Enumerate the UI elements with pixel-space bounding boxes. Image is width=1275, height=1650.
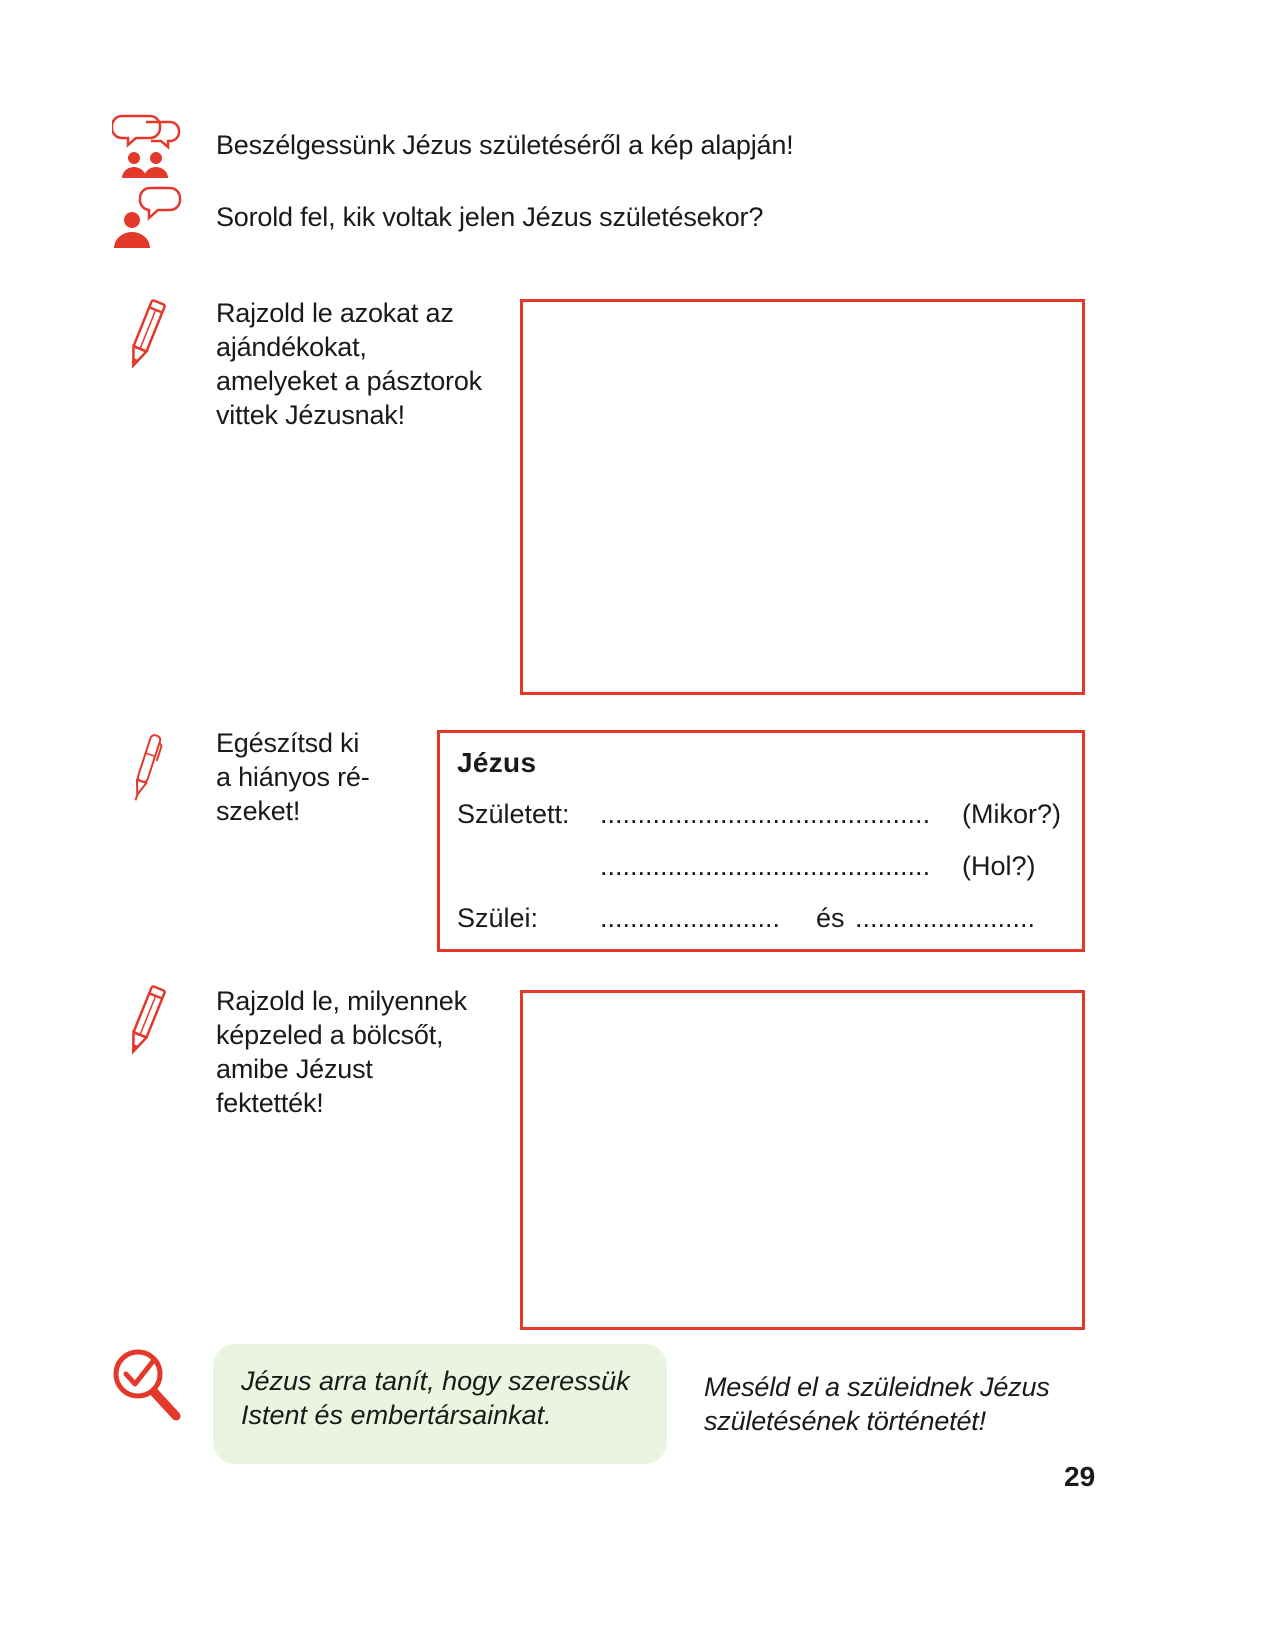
fill-in-box — [437, 730, 1085, 952]
and-word: és — [816, 903, 845, 933]
when-hint: (Mikor?) — [962, 799, 1061, 829]
gifts-drawing-box[interactable] — [520, 299, 1085, 695]
when-blank[interactable]: ............................................ — [600, 799, 931, 829]
born-label: Született: — [457, 799, 570, 829]
magnifier-check-icon — [110, 1346, 182, 1422]
task-complete-text: Egészítsd ki a hiányos ré- szeket! — [216, 728, 370, 826]
pencil-icon — [124, 984, 168, 1056]
pencil-icon — [124, 298, 168, 370]
parent2-blank[interactable]: ........................ — [855, 903, 1036, 933]
parent1-blank[interactable]: ........................ — [600, 903, 781, 933]
task-draw-gifts-text: Rajzold le azokat az ajándékokat, amelyeket a pásztorok vittek Jézusnak! — [216, 298, 482, 430]
page-number: 29 — [1064, 1461, 1096, 1492]
discussion-group-icon — [112, 112, 182, 182]
pen-icon — [128, 732, 164, 804]
fill-in-title: Jézus — [457, 747, 537, 778]
cradle-drawing-box[interactable] — [520, 990, 1085, 1330]
lesson-note: Jézus arra tanít, hogy szeressük Istent és embertársainkat. — [213, 1344, 667, 1464]
speaking-person-icon — [112, 186, 182, 250]
task-discuss-text: Beszélgessünk Jézus születéséről a kép alapján! — [216, 130, 794, 160]
task-draw-cradle-text: Rajzold le, milyennek képzeled a bölcsőt, amibe Jézust fektették! — [216, 986, 467, 1118]
homework-text: Meséld el a szüleidnek Jézus születésének történetét! — [704, 1372, 1050, 1436]
parents-label: Szülei: — [457, 903, 539, 933]
where-blank[interactable]: ............................................ — [600, 851, 931, 881]
task-list-text: Sorold fel, kik voltak jelen Jézus születésekor? — [216, 202, 764, 232]
where-hint: (Hol?) — [962, 851, 1036, 881]
